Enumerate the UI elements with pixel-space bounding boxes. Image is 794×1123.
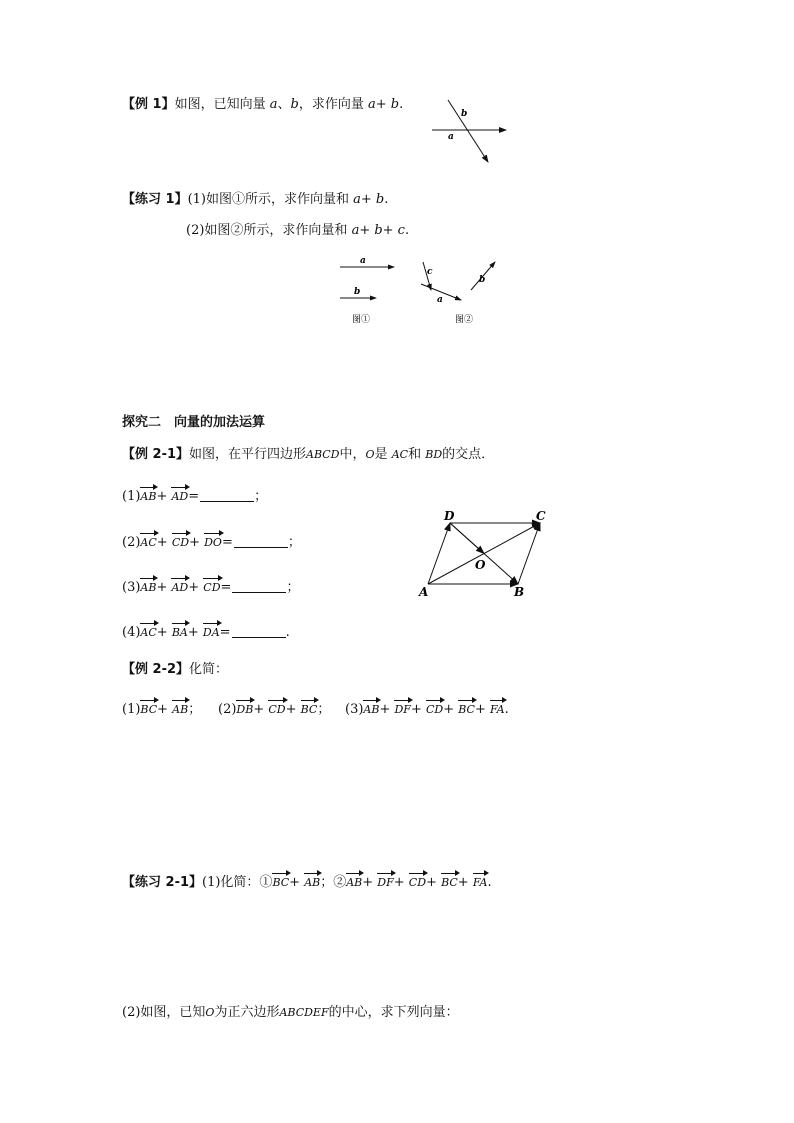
vector-BC [518, 523, 540, 584]
q3-plus-1: + [156, 580, 172, 595]
q2-end: ； [287, 535, 301, 550]
example-2-2-p1 [122, 699, 201, 718]
example-2-1-ac: AC [391, 448, 409, 461]
q1-num: (1) [122, 489, 141, 504]
example-2-1-and: 和 [408, 447, 422, 462]
p3-vector-5: FA [490, 699, 505, 718]
q2-vector-1: AC [140, 532, 156, 551]
practice-1-line-1 [122, 192, 388, 208]
practice-1-fig2-label-b: b [479, 275, 486, 285]
example-1-fig-label-b: b [461, 109, 468, 119]
p3-end: . [504, 702, 509, 717]
practice-2-1-wplus4: + [457, 875, 473, 890]
practice-2-1-plus1: + [289, 875, 305, 890]
q3-end: ； [286, 580, 300, 595]
p1-vector-1: BC [140, 699, 157, 718]
p2-plus-2: + [285, 702, 301, 717]
practice-2-1-l2-mid: 为正六边形 [214, 1005, 280, 1020]
practice-2-1-w5: FA [473, 872, 488, 891]
p2-plus-1: + [253, 702, 269, 717]
p3-plus-1: + [379, 702, 395, 717]
example-2-1-abcd: ABCD [306, 448, 340, 461]
practice-1-l1-expr: a+ b [353, 192, 385, 207]
practice-1-l1-pre: (1)如图①所示，求作向量和 [187, 192, 349, 207]
q4-plus-2: + [187, 625, 203, 640]
practice-2-1-l2-hex: ABCDEF [279, 1006, 329, 1019]
q3-eq: = [220, 580, 232, 595]
q4-end: . [285, 625, 290, 640]
q2-answer-blank[interactable] [234, 535, 288, 548]
q2-plus-1: + [156, 535, 172, 550]
p3-vector-2: DF [394, 699, 410, 718]
practice-1-l1-end: . [384, 192, 389, 207]
p3-plus-2: + [410, 702, 426, 717]
example-2-1-q3 [122, 577, 299, 596]
example-1-end: . [399, 97, 404, 112]
practice-1-figure-1 [336, 254, 406, 326]
practice-2-1-w1: AB [346, 872, 362, 891]
p3-vector-4: BC [458, 699, 475, 718]
p1-num: (1) [122, 702, 141, 717]
p3-vector-3: CD [426, 699, 443, 718]
example-2-1-o: O [365, 448, 375, 461]
p3-vector-1: AB [363, 699, 379, 718]
example-2-2-tag: 【例 2-2】 [122, 662, 190, 677]
practice-2-1-l2-o: O [205, 1006, 215, 1019]
q2-vector-2: CD [172, 532, 189, 551]
practice-2-1-wplus2: + [393, 875, 409, 890]
practice-1-line-2 [186, 223, 409, 239]
p3-plus-4: + [474, 702, 490, 717]
practice-1-fig2-label-a: a [437, 295, 443, 305]
q4-vector-1: AC [140, 622, 156, 641]
example-1-mid: ，求作向量 [298, 97, 364, 112]
practice-2-1-wplus1: + [362, 875, 378, 890]
example-2-1-q1 [122, 486, 267, 505]
p1-plus-1: + [157, 702, 173, 717]
practice-1-figure-2 [415, 254, 505, 326]
q2-plus-2: + [189, 535, 205, 550]
q3-plus-2: + [188, 580, 204, 595]
p2-vector-2: CD [268, 699, 285, 718]
example-1-tag: 【例 1】 [122, 97, 175, 112]
q1-vector-1: AB [140, 486, 156, 505]
example-1-pre: 如图，已知向量 [174, 97, 266, 112]
q2-vector-3: DO [204, 532, 222, 551]
example-1-vector-a: a [269, 97, 278, 112]
example-2-1-tag: 【例 2-1】 [122, 447, 190, 462]
example-2-1-mid: 中， [339, 447, 366, 462]
example-2-2-p3 [345, 699, 509, 718]
vector-AD [428, 523, 450, 584]
practice-2-1-l2-end: 的中心，求下列向量： [328, 1005, 459, 1020]
practice-2-1-line-2 [122, 1005, 459, 1021]
practice-2-1-mid: ；② [320, 875, 347, 890]
q4-eq: = [219, 625, 231, 640]
q4-answer-blank[interactable] [232, 625, 286, 638]
example-2-1-bd: BD [425, 448, 443, 461]
practice-1-tag: 【练习 1】 [122, 192, 188, 207]
q3-vector-3: CD [203, 577, 220, 596]
p1-vector-2: AB [172, 699, 188, 718]
example-2-2-title-text: 化简： [189, 662, 229, 677]
practice-2-1-l2-pre: (2)如图，已知 [122, 1005, 206, 1020]
practice-1-fig2-caption: 图② [455, 315, 474, 325]
q1-plus-1: + [156, 489, 172, 504]
example-1-sep: 、 [277, 97, 291, 112]
example-2-1-q2 [122, 532, 301, 551]
point-A-label: A [419, 585, 429, 599]
example-1-vector-b-arrow [448, 100, 488, 162]
p1-end: ； [188, 702, 202, 717]
practice-2-1-v1: BC [272, 872, 289, 891]
q4-vector-2: BA [172, 622, 188, 641]
practice-1-fig1-label-a: a [360, 256, 366, 266]
example-2-1-pre: 如图，在平行四边形 [189, 447, 307, 462]
p2-end: ； [317, 702, 331, 717]
q1-eq: = [188, 489, 200, 504]
q3-vector-2: AD [171, 577, 188, 596]
example-2-2-p2 [218, 699, 330, 718]
q3-vector-1: AB [140, 577, 156, 596]
example-1-expr: a+ b [368, 97, 400, 112]
section-2-title: 探究二 向量的加法运算 [122, 415, 266, 430]
point-C-label: C [536, 509, 546, 523]
practice-2-1-end: . [487, 875, 492, 890]
q4-num: (4) [122, 625, 141, 640]
q1-vector-2: AD [171, 486, 188, 505]
example-2-1-q4 [122, 622, 290, 641]
example-1-fig-label-a: a [448, 132, 454, 142]
parallelogram-figure [414, 506, 564, 602]
practice-2-1-w3: CD [409, 872, 426, 891]
example-2-1-text [122, 447, 494, 463]
q2-eq: = [221, 535, 233, 550]
point-O-label: O [475, 558, 486, 572]
practice-1-l2-expr: a+ b+ c [351, 223, 405, 238]
example-1-text [122, 97, 403, 113]
q3-num: (3) [122, 580, 141, 595]
q1-answer-blank[interactable] [200, 489, 254, 502]
practice-2-1-wplus3: + [426, 875, 442, 890]
q3-answer-blank[interactable] [232, 580, 286, 593]
q4-plus-1: + [156, 625, 172, 640]
point-D-label: D [444, 509, 455, 523]
q4-vector-3: DA [203, 622, 220, 641]
p3-num: (3) [345, 702, 364, 717]
vector-DO [450, 523, 484, 554]
point-B-label: B [514, 585, 525, 599]
practice-1-fig1-label-b: b [354, 287, 361, 297]
practice-2-1-w4: BC [441, 872, 458, 891]
q2-num: (2) [122, 535, 141, 550]
example-2-2-title [122, 662, 228, 678]
practice-2-1-v2: AB [304, 872, 320, 891]
practice-2-1-line-1 [122, 872, 492, 891]
p2-num: (2) [218, 702, 237, 717]
practice-2-1-tag: 【练习 2-1】 [122, 875, 203, 890]
example-2-1-end: 的交点． [442, 447, 495, 462]
practice-1-fig1-caption: 图① [352, 315, 371, 325]
practice-2-1-w2: DF [377, 872, 393, 891]
q1-end: ； [254, 489, 268, 504]
practice-1-l2-pre: (2)如图②所示，求作向量和 [186, 223, 348, 238]
example-2-1-mid2: 是 [374, 447, 388, 462]
practice-1-fig2-label-c: c [427, 267, 433, 277]
example-1-vector-b: b [290, 97, 299, 112]
p2-vector-3: BC [301, 699, 318, 718]
p2-vector-1: DB [236, 699, 253, 718]
practice-2-1-pre: (1)化简：① [202, 875, 273, 890]
practice-1-l2-end: . [404, 223, 410, 238]
example-1-figure [428, 96, 528, 168]
p3-plus-3: + [443, 702, 459, 717]
